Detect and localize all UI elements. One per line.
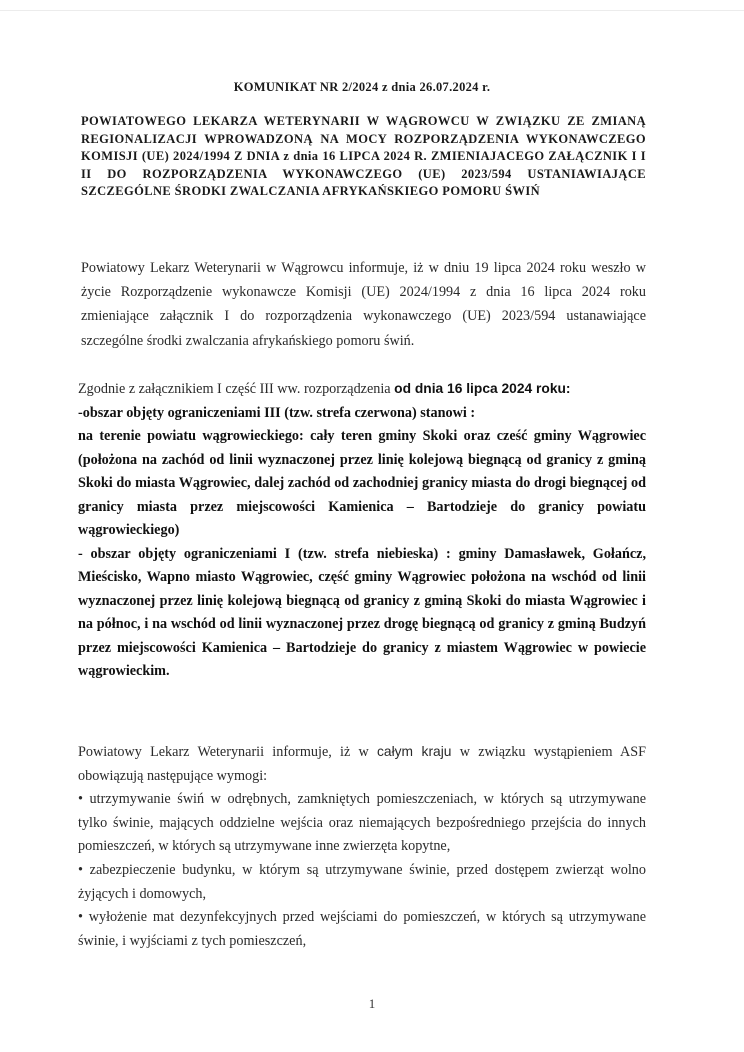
red-zone-header: -obszar objęty ograniczeniami III (tzw. strefa czerwona) stanowi :: [78, 404, 476, 421]
requirement-item: • zabezpieczenie budynku, w którym są utrzymywane świnie, przed dostępem zwierząt wolno żyjących i domowych,: [78, 861, 646, 902]
requirement-item: • wyłożenie mat dezynfekcyjnych przed wejściami do pomieszczeń, w których są utrzymywane świnie, i wyjściami z tych pomieszczeń,: [78, 909, 646, 949]
requirements-section: [78, 740, 646, 953]
zones-section: [78, 377, 646, 684]
blue-zone-text: - obszar objęty ograniczeniami I (tzw. strefa niebieska) : gminy Damasławek, Gołańcz, Mieścisko, Wapno miasto Wągrowiec, część gminy Wągrowiec położona na wschód od linii wyznaczonej przez linię kolejową biegnącą od granicy z gminą Skoki do miasta Wągrowiec i na północ, i na wschód od linii wyznaczonej przez drogę biegnącą od granicy z gminą Budzyń przez miejscowości Kamienica – Bartodzieje do granicy z miastem Wągrowiec w powiecie wągrowieckim.: [78, 545, 646, 679]
requirements-intro-b: całym kraju: [377, 744, 452, 759]
document-title: KOMUNIKAT NR 2/2024 z dnia 26.07.2024 r.: [233, 80, 491, 94]
intro-paragraph: Powiatowy Lekarz Weterynarii w Wągrowcu informuje, iż w dniu 19 lipca 2024 roku weszło w życie Rozporządzenie wykonawcze Komisji (UE) 2024/1994 z dnia 16 lipca 2024 roku zmieniające załącznik I do rozporządzenia wykonawczego (UE) 2023/594 ustanawiające szczególne środki zwalczania afrykańskiego pomoru świń.: [81, 260, 646, 349]
page-top-border: [0, 10, 744, 11]
requirement-item: • utrzymywanie świń w odrębnych, zamkniętych pomieszczeniach, w których są utrzymywane tylko świnie, mających oddzielne wejścia oraz niemających bezpośredniego przejścia do innych pomieszczeń, w których są utrzymywane inne zwierzęta kopytne,: [78, 791, 646, 855]
document-heading: POWIATOWEGO LEKARZA WETERYNARII W WĄGROWCU W ZWIĄZKU ZE ZMIANĄ REGIONALIZACJI WPROWADZONĄ NA MOCY ROZPORZĄDZENIA WYKONAWCZEGO KOMISJI (UE) 2024/1994 Z DNIA z dnia 16 LIPCA 2024 R. ZMIENIAJACEGO ZAŁĄCZNIK I I II DO ROZPORZĄDZENIA WYKONAWCZEGO (UE) 2023/594 USTANIAWIAJĄCE SZCZEGÓLNE ŚRODKI ZWALCZANIA AFRYKAŃSKIEGO POMORU ŚWIŃ: [81, 114, 646, 199]
requirements-intro-a: Powiatowy Lekarz Weterynarii informuje, iż w: [78, 744, 369, 760]
page-number: 1: [368, 996, 376, 1011]
red-zone-text: na terenie powiatu wągrowieckiego: cały teren gminy Skoki oraz cześć gminy Wągrowiec (położona na zachód od linii wyznaczonej przez linię kolejową biegnącą od granicy z gminą Skoki do miasta Wągrowiec, dalej zachód od zachodniej granicy miasta do drogi biegnącej od granicy miasta przez miejscowości Kamienica – Bartodzieje do granicy powiatu wągrowieckiego): [78, 428, 646, 538]
zones-intro-date: od dnia 16 lipca 2024 roku:: [394, 381, 571, 396]
requirements-intro-c: w związku wystąpieniem ASF obowiązują następujące wymogi:: [78, 744, 646, 784]
zones-intro: Zgodnie z załącznikiem I część III ww. rozporządzenia: [78, 381, 391, 397]
